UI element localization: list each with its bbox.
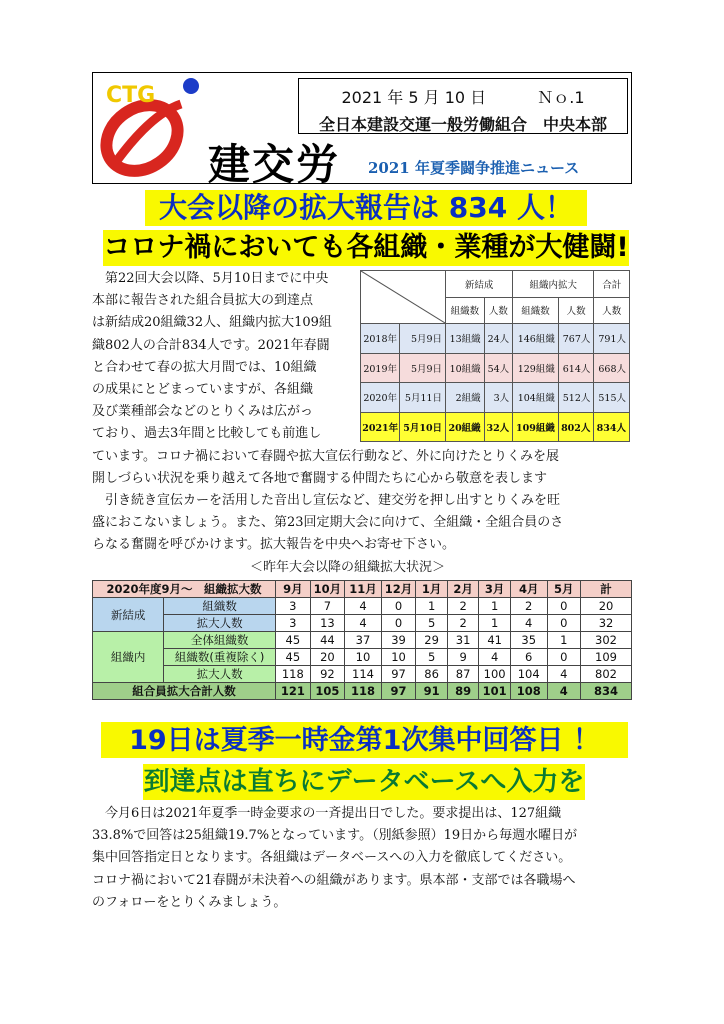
year-cell: 2019年 [361, 353, 400, 383]
table-row [93, 666, 632, 683]
text-line: 本部に報告された組合員拡大の到達点 [92, 293, 314, 309]
text-line: 集中回答指定日となります。各組織はデータベースへの入力を徹底してください。 [92, 850, 572, 866]
total-cell: 108 [510, 683, 547, 700]
row-label: 組織数 [164, 598, 276, 615]
sub-header: 組織数 [446, 297, 485, 324]
value-cell: 512人 [558, 383, 594, 413]
value-cell: 0 [381, 598, 416, 615]
headline-corona-effort: コロナ禍においても各組織・業種が大健闘! [103, 230, 629, 266]
value-cell: 3人 [484, 383, 513, 413]
value-cell: 13 [310, 615, 345, 632]
table-row-highlight [361, 412, 630, 442]
value-cell: 97 [381, 666, 416, 683]
value-cell: 2 [447, 598, 479, 615]
value-cell: 32 [581, 615, 632, 632]
row-label: 組織数(重複除く) [164, 649, 276, 666]
value-cell: 767人 [558, 324, 594, 354]
group-label-new: 新結成 [93, 598, 164, 632]
value-cell: 668人 [594, 353, 630, 383]
text-line: 織802人の合計834人です。2021年春闘 [92, 337, 330, 353]
value-cell: 1 [547, 632, 581, 649]
text-line: の成果にとどまっていますが、各組織 [92, 382, 314, 398]
union-logo [96, 74, 206, 180]
value-cell: 1 [479, 615, 511, 632]
value-cell: 4 [547, 666, 581, 683]
value-cell: 2組織 [446, 383, 485, 413]
table-row [93, 598, 632, 615]
month-header: 2月 [447, 581, 479, 598]
value-cell: 302 [581, 632, 632, 649]
value-cell: 37 [345, 632, 382, 649]
value-cell: 86 [416, 666, 448, 683]
total-label: 組合員拡大合計人数 [93, 683, 276, 700]
table-row [93, 632, 632, 649]
month-header: 11月 [345, 581, 382, 598]
org-short-name: 建交労 [208, 140, 341, 189]
text-line: 盛におこないましょう。また、第23回定期大会に向けて、全組織・全組合員のさ [92, 515, 564, 531]
value-cell: 129組織 [513, 353, 559, 383]
table-row [361, 353, 630, 383]
text-line: 開しづらい状況を乗り越えて各地で奮闘する仲間たちに心から敬意を表します [92, 471, 548, 487]
value-cell: 29 [416, 632, 448, 649]
date-cell: 5月9日 [400, 324, 446, 354]
value-cell: 1 [416, 598, 448, 615]
month-header: 9月 [276, 581, 311, 598]
value-cell: 20 [581, 598, 632, 615]
month-header: 4月 [510, 581, 547, 598]
row-label: 拡大人数 [164, 666, 276, 683]
value-cell: 515人 [594, 383, 630, 413]
value-cell: 0 [547, 598, 581, 615]
text-line: コロナ禍において21春闘が未決着への組織があります。県本部・支部では各職場へ [92, 872, 576, 888]
date-cell: 5月10日 [400, 412, 446, 442]
value-cell: 834人 [594, 412, 630, 442]
value-cell: 45 [276, 649, 311, 666]
value-cell: 4 [510, 615, 547, 632]
total-cell: 97 [381, 683, 416, 700]
total-cell: 89 [447, 683, 479, 700]
group-header: 合計 [594, 271, 630, 298]
value-cell: 6 [510, 649, 547, 666]
row-label: 拡大人数 [164, 615, 276, 632]
value-cell: 10組織 [446, 353, 485, 383]
total-cell: 101 [479, 683, 511, 700]
issue-date-line [299, 85, 627, 108]
issue-number: Ｎｏ.1 [537, 88, 585, 107]
value-cell: 104組織 [513, 383, 559, 413]
month-header: 1月 [416, 581, 448, 598]
table-caption: ＜昨年大会以降の組織拡大状況＞ [250, 560, 446, 575]
table-row [93, 649, 632, 666]
value-cell: 4 [345, 615, 382, 632]
value-cell: 4 [345, 598, 382, 615]
table-row [361, 383, 630, 413]
value-cell: 92 [310, 666, 345, 683]
total-cell: 4 [547, 683, 581, 700]
table-row [93, 615, 632, 632]
value-cell: 109組織 [513, 412, 559, 442]
value-cell: 10 [381, 649, 416, 666]
value-cell: 20 [310, 649, 345, 666]
value-cell: 44 [310, 632, 345, 649]
value-cell: 10 [345, 649, 382, 666]
text-line: 33.8%で回答は25組織19.7%となっています。（別紙参照）19日から毎週水曜日が [92, 828, 578, 844]
text-line: は新結成20組織32人、組織内拡大109組 [92, 315, 332, 331]
value-cell: 0 [547, 649, 581, 666]
value-cell: 87 [447, 666, 479, 683]
table-corner-cell [361, 271, 446, 324]
value-cell: 13組織 [446, 324, 485, 354]
value-cell: 3 [276, 615, 311, 632]
year-cell: 2018年 [361, 324, 400, 354]
value-cell: 41 [479, 632, 511, 649]
union-name: 全日本建設交運一般労働組合 中央本部 [318, 115, 607, 134]
sub-header: 人数 [558, 297, 594, 324]
total-cell: 834 [581, 683, 632, 700]
table-row [361, 324, 630, 354]
table-header-row [93, 581, 632, 598]
text-line: 第22回大会以降、5月10日までに中央 [105, 271, 329, 286]
group-label-internal: 組織内 [93, 632, 164, 683]
value-cell: 9 [447, 649, 479, 666]
issue-date: 2021 年 5 月 10 日 [341, 88, 487, 107]
text-line: 及び業種部会などのとりくみは広がっ [92, 404, 314, 420]
sub-header: 人数 [594, 297, 630, 324]
month-header: 10月 [310, 581, 345, 598]
value-cell: 614人 [558, 353, 594, 383]
logo-emblem-icon [96, 74, 206, 180]
text-line: 引き続き宣伝カーを活用した音出し宣伝など、建交労を押し出すとりくみを旺 [105, 493, 561, 508]
paragraph-call-to-action [92, 490, 632, 557]
value-cell: 100 [479, 666, 511, 683]
value-cell: 802人 [558, 412, 594, 442]
paragraph-intro-continued [92, 446, 632, 490]
news-title: 2021 年夏季闘争推進ニュース [368, 159, 580, 177]
issue-info-box [298, 78, 628, 134]
monthly-expansion-table [92, 580, 632, 700]
group-header: 新結成 [446, 271, 513, 298]
value-cell: 7 [310, 598, 345, 615]
value-cell: 109 [581, 649, 632, 666]
value-cell: 24人 [484, 324, 513, 354]
month-header: 12月 [381, 581, 416, 598]
month-header: 計 [581, 581, 632, 598]
value-cell: 0 [381, 615, 416, 632]
value-cell: 2 [447, 615, 479, 632]
value-cell: 5 [416, 615, 448, 632]
month-header: 5月 [547, 581, 581, 598]
total-cell: 121 [276, 683, 311, 700]
sub-header: 人数 [484, 297, 513, 324]
date-cell: 5月9日 [400, 353, 446, 383]
value-cell: 3 [276, 598, 311, 615]
group-header: 組織内拡大 [513, 271, 594, 298]
yearly-comparison-table [360, 270, 630, 442]
value-cell: 39 [381, 632, 416, 649]
value-cell: 2 [510, 598, 547, 615]
text-line: ています。コロナ禍において春闘や拡大宣伝行動など、外に向けたとりくみを展 [92, 449, 559, 464]
value-cell: 791人 [594, 324, 630, 354]
year-cell: 2021年 [361, 412, 400, 442]
logo-text: CTG [106, 83, 156, 108]
year-cell: 2020年 [361, 383, 400, 413]
value-cell: 54人 [484, 353, 513, 383]
total-cell: 118 [345, 683, 382, 700]
value-cell: 20組織 [446, 412, 485, 442]
headline-expansion-report: 大会以降の拡大報告は 834 人！ [145, 190, 587, 226]
total-cell: 105 [310, 683, 345, 700]
month-header: 3月 [479, 581, 511, 598]
value-cell: 802 [581, 666, 632, 683]
total-cell: 91 [416, 683, 448, 700]
paragraph-summer-bonus [92, 803, 632, 914]
sub-header: 組織数 [513, 297, 559, 324]
headline-database-entry: 到達点は直ちにデータベースへ入力を [143, 764, 585, 800]
diagonal-line-icon [361, 271, 445, 323]
value-cell: 1 [479, 598, 511, 615]
table-total-row [93, 683, 632, 700]
value-cell: 32人 [484, 412, 513, 442]
value-cell: 35 [510, 632, 547, 649]
value-cell: 4 [479, 649, 511, 666]
headline-bonus-answer-day: 19日は夏季一時金第1次集中回答日 ！ [101, 722, 628, 758]
value-cell: 0 [547, 615, 581, 632]
paragraph-intro [92, 268, 354, 446]
table-corner-label: 2020年度9月～ 組織拡大数 [93, 581, 276, 598]
value-cell: 5 [416, 649, 448, 666]
value-cell: 104 [510, 666, 547, 683]
value-cell: 118 [276, 666, 311, 683]
value-cell: 45 [276, 632, 311, 649]
text-line: 今月6日は2021年夏季一時金要求の一斉提出日でした。要求提出は、127組織 [105, 806, 562, 821]
text-line: らなる奮闘を呼びかけます。拡大報告を中央へお寄せ下さい。 [92, 537, 455, 553]
text-line: ており、過去3年間と比較しても前進し [92, 426, 322, 442]
value-cell: 146組織 [513, 324, 559, 354]
row-label: 全体組織数 [164, 632, 276, 649]
value-cell: 31 [447, 632, 479, 649]
date-cell: 5月11日 [400, 383, 446, 413]
text-line: と合わせて春の拡大月間では、10組織 [92, 359, 317, 375]
value-cell: 114 [345, 666, 382, 683]
text-line: のフォローをとりくみましょう。 [92, 894, 287, 910]
